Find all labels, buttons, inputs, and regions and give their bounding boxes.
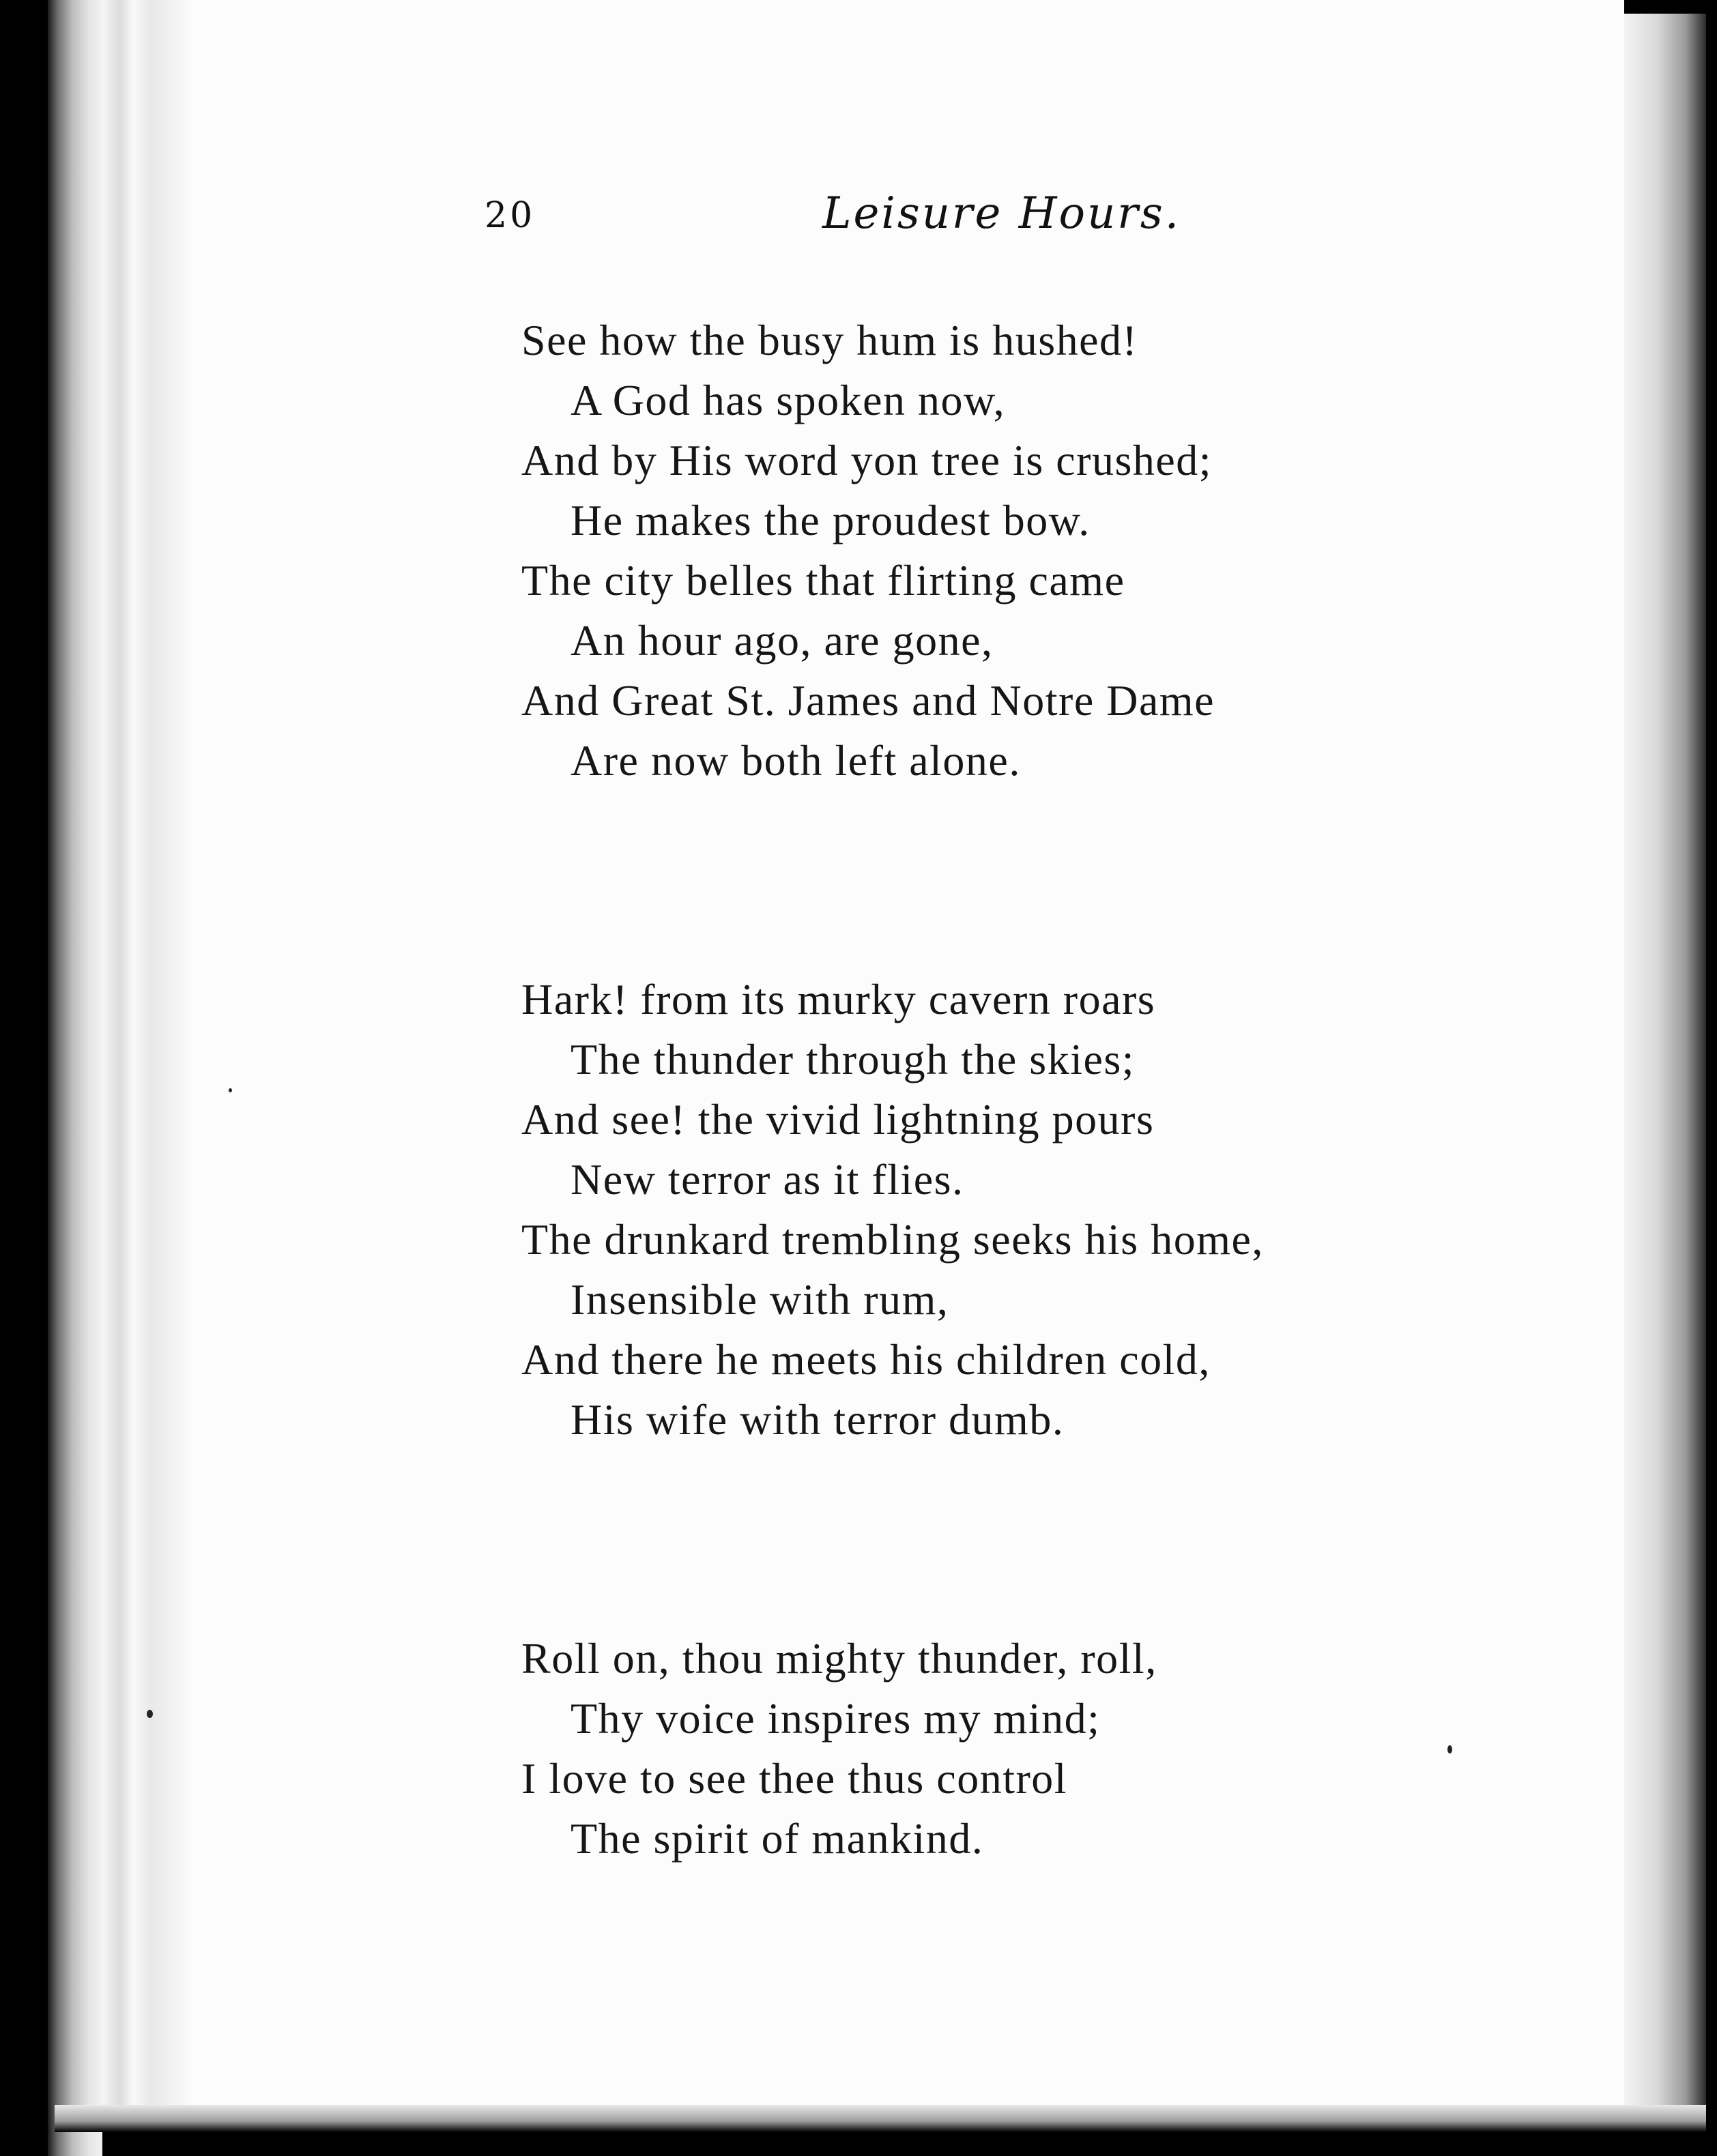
poem-line: See how the busy hum is hushed! [521, 316, 1138, 364]
stanza-1 [521, 310, 1477, 791]
poem-line: The thunder through the skies; [571, 1035, 1136, 1083]
poem-line: A God has spoken now, [571, 376, 1006, 424]
poem-line: And Great St. James and Notre Dame [521, 676, 1215, 725]
poem-line: His wife with terror dumb. [571, 1395, 1065, 1444]
poem-line: The spirit of mankind. [571, 1814, 984, 1863]
bottom-page-edge [55, 2105, 1706, 2132]
scan-speck [229, 1088, 232, 1092]
stanza-2 [521, 970, 1477, 1450]
poem-line: The city belles that flirting came [521, 556, 1125, 604]
poem-line: I love to see thee thus control [521, 1754, 1068, 1803]
poem-line: Are now both left alone. [571, 736, 1021, 785]
poem-line: The drunkard trembling seeks his home, [521, 1215, 1264, 1264]
poem [521, 310, 1477, 1869]
poem-line: Thy voice inspires my mind; [571, 1694, 1101, 1743]
poem-line: And there he meets his children cold, [521, 1335, 1211, 1384]
scan-speck [1447, 1745, 1452, 1753]
poem-line: An hour ago, are gone, [571, 616, 994, 665]
book-spine [48, 0, 102, 2156]
poem-line: Hark! from its murky cavern roars [521, 975, 1156, 1023]
gutter-page-edges [102, 0, 191, 2122]
fore-edge-shadow [1624, 14, 1706, 2122]
stanza-3 [521, 1629, 1477, 1869]
poem-line: He makes the proudest bow. [571, 496, 1091, 544]
poem-line: New terror as it flies. [571, 1155, 964, 1204]
poem-line: And by His word yon tree is crushed; [521, 436, 1213, 484]
poem-line: And see! the vivid lightning pours [521, 1095, 1155, 1143]
running-head [478, 183, 1181, 251]
page-number: 20 [485, 195, 536, 236]
scan-speck [147, 1710, 153, 1718]
running-head-title: Leisure Hours. [822, 188, 1181, 239]
poem-line: Insensible with rum, [571, 1275, 949, 1324]
poem-line: Roll on, thou mighty thunder, roll, [521, 1634, 1157, 1682]
